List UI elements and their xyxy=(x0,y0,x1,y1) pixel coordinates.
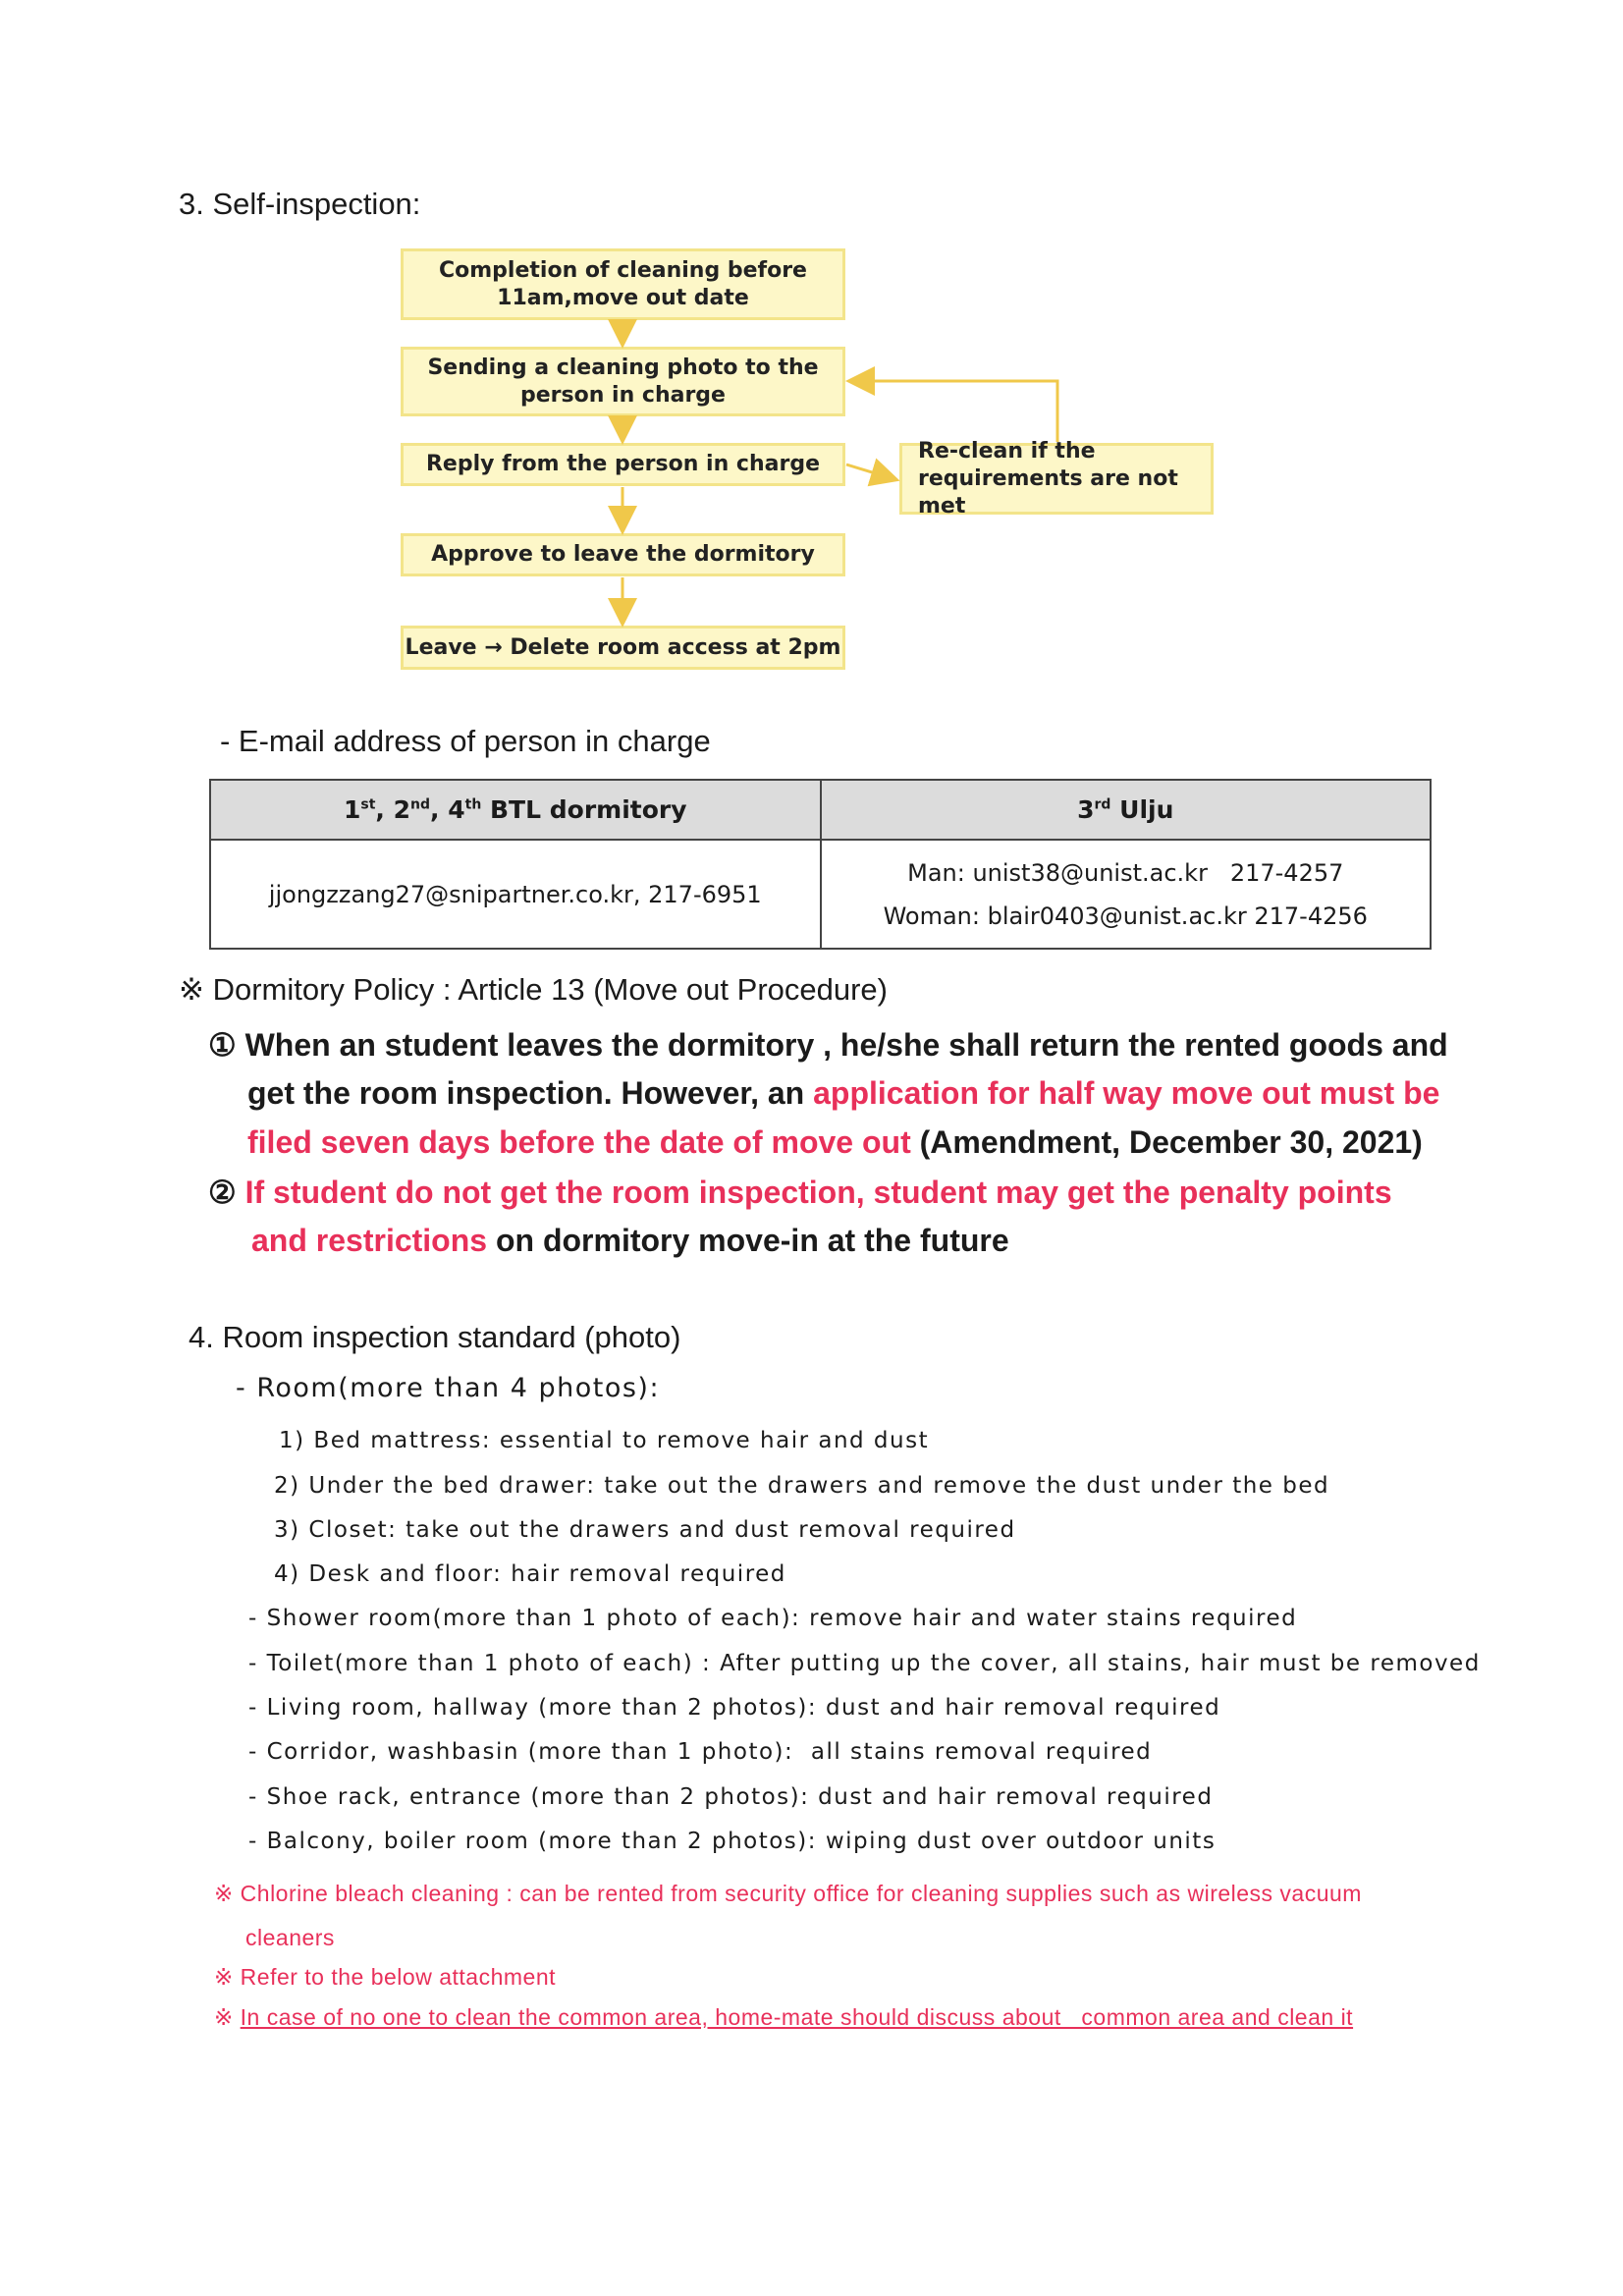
flow-step-leave: Leave → Delete room access at 2pm xyxy=(401,626,845,670)
standard-item: - Corridor, washbasin (more than 1 photo): all stains removal required xyxy=(248,1739,1153,1765)
standard-item: - Living room, hallway (more than 2 photos): dust and hair removal required xyxy=(248,1695,1221,1721)
room-item: 1) Bed mattress: essential to remove hair and dust xyxy=(279,1428,930,1453)
section-3-title: 3. Self-inspection: xyxy=(179,187,421,221)
table-cell-ulju-contact xyxy=(821,840,1432,949)
room-item: 3) Closet: take out the drawers and dust removal required xyxy=(274,1517,1016,1543)
flow-step-approve: Approve to leave the dormitory xyxy=(401,533,845,576)
policy-heading: ※ Dormitory Policy : Article 13 (Move out Procedure) xyxy=(179,972,888,1007)
note-refer-attachment: ※ Refer to the below attachment xyxy=(214,1964,557,1990)
table-header-ulju: 3rd Ulju xyxy=(821,780,1432,840)
ulju-woman-contact: Woman: blair0403@unist.ac.kr 217-4256 xyxy=(883,902,1368,930)
flow-arrows xyxy=(0,0,1623,707)
arrow-to-reclean xyxy=(846,465,892,478)
note-chlorine-bleach: ※ Chlorine bleach cleaning : can be rented from security office for cleaning supplies such as wireless vacuum xyxy=(214,1881,1362,1906)
policy-item-2-line-1: ② If student do not get the room inspection, student may get the penalty points xyxy=(208,1175,1392,1210)
room-item: 2) Under the bed drawer: take out the drawers and remove the dust under the bed xyxy=(274,1473,1330,1499)
arrow-loop-back xyxy=(854,381,1057,442)
room-heading: - Room(more than 4 photos): xyxy=(236,1373,661,1403)
policy-item-1-line-3: filed seven days before the date of move out (Amendment, December 30, 2021) xyxy=(247,1124,1423,1160)
standard-item: - Toilet(more than 1 photo of each) : After putting up the cover, all stains, hair must be removed xyxy=(248,1651,1481,1676)
policy-item-2-line-2: and restrictions on dormitory move-in at the future xyxy=(251,1223,1009,1258)
standard-item: - Balcony, boiler room (more than 2 photos): wiping dust over outdoor units xyxy=(248,1829,1217,1854)
standard-item: - Shoe rack, entrance (more than 2 photos): dust and hair removal required xyxy=(248,1784,1214,1810)
email-heading: - E-mail address of person in charge xyxy=(220,724,711,758)
policy-item-1-line-2: get the room inspection. However, an application for half way move out must be xyxy=(247,1075,1440,1111)
table-cell-btl-contact: jjongzzang27@snipartner.co.kr, 217-6951 xyxy=(210,840,821,949)
section-4-title: 4. Room inspection standard (photo) xyxy=(189,1320,681,1354)
room-item: 4) Desk and floor: hair removal required xyxy=(274,1561,786,1587)
flow-step-cleaning: Completion of cleaning before 11am,move out date xyxy=(401,248,845,320)
note-chlorine-bleach-cont: cleaners xyxy=(245,1925,335,1950)
flow-step-reply: Reply from the person in charge xyxy=(401,443,845,486)
flow-step-send-photo: Sending a cleaning photo to the person in charge xyxy=(401,347,845,416)
table-header-btl: 1st, 2nd, 4th BTL dormitory xyxy=(210,780,821,840)
standard-item: - Shower room(more than 1 photo of each): remove hair and water stains required xyxy=(248,1606,1298,1631)
policy-item-1-line-1: ① When an student leaves the dormitory , he/she shall return the rented goods and xyxy=(208,1027,1448,1063)
note-common-area: ※ In case of no one to clean the common area, home-mate should discuss about common area and clean it xyxy=(214,2004,1354,2030)
contact-table xyxy=(209,779,1432,950)
flow-step-reclean: Re-clean if the requirements are not met xyxy=(899,443,1214,515)
ulju-man-contact: Man: unist38@unist.ac.kr 217-4257 xyxy=(907,858,1344,887)
